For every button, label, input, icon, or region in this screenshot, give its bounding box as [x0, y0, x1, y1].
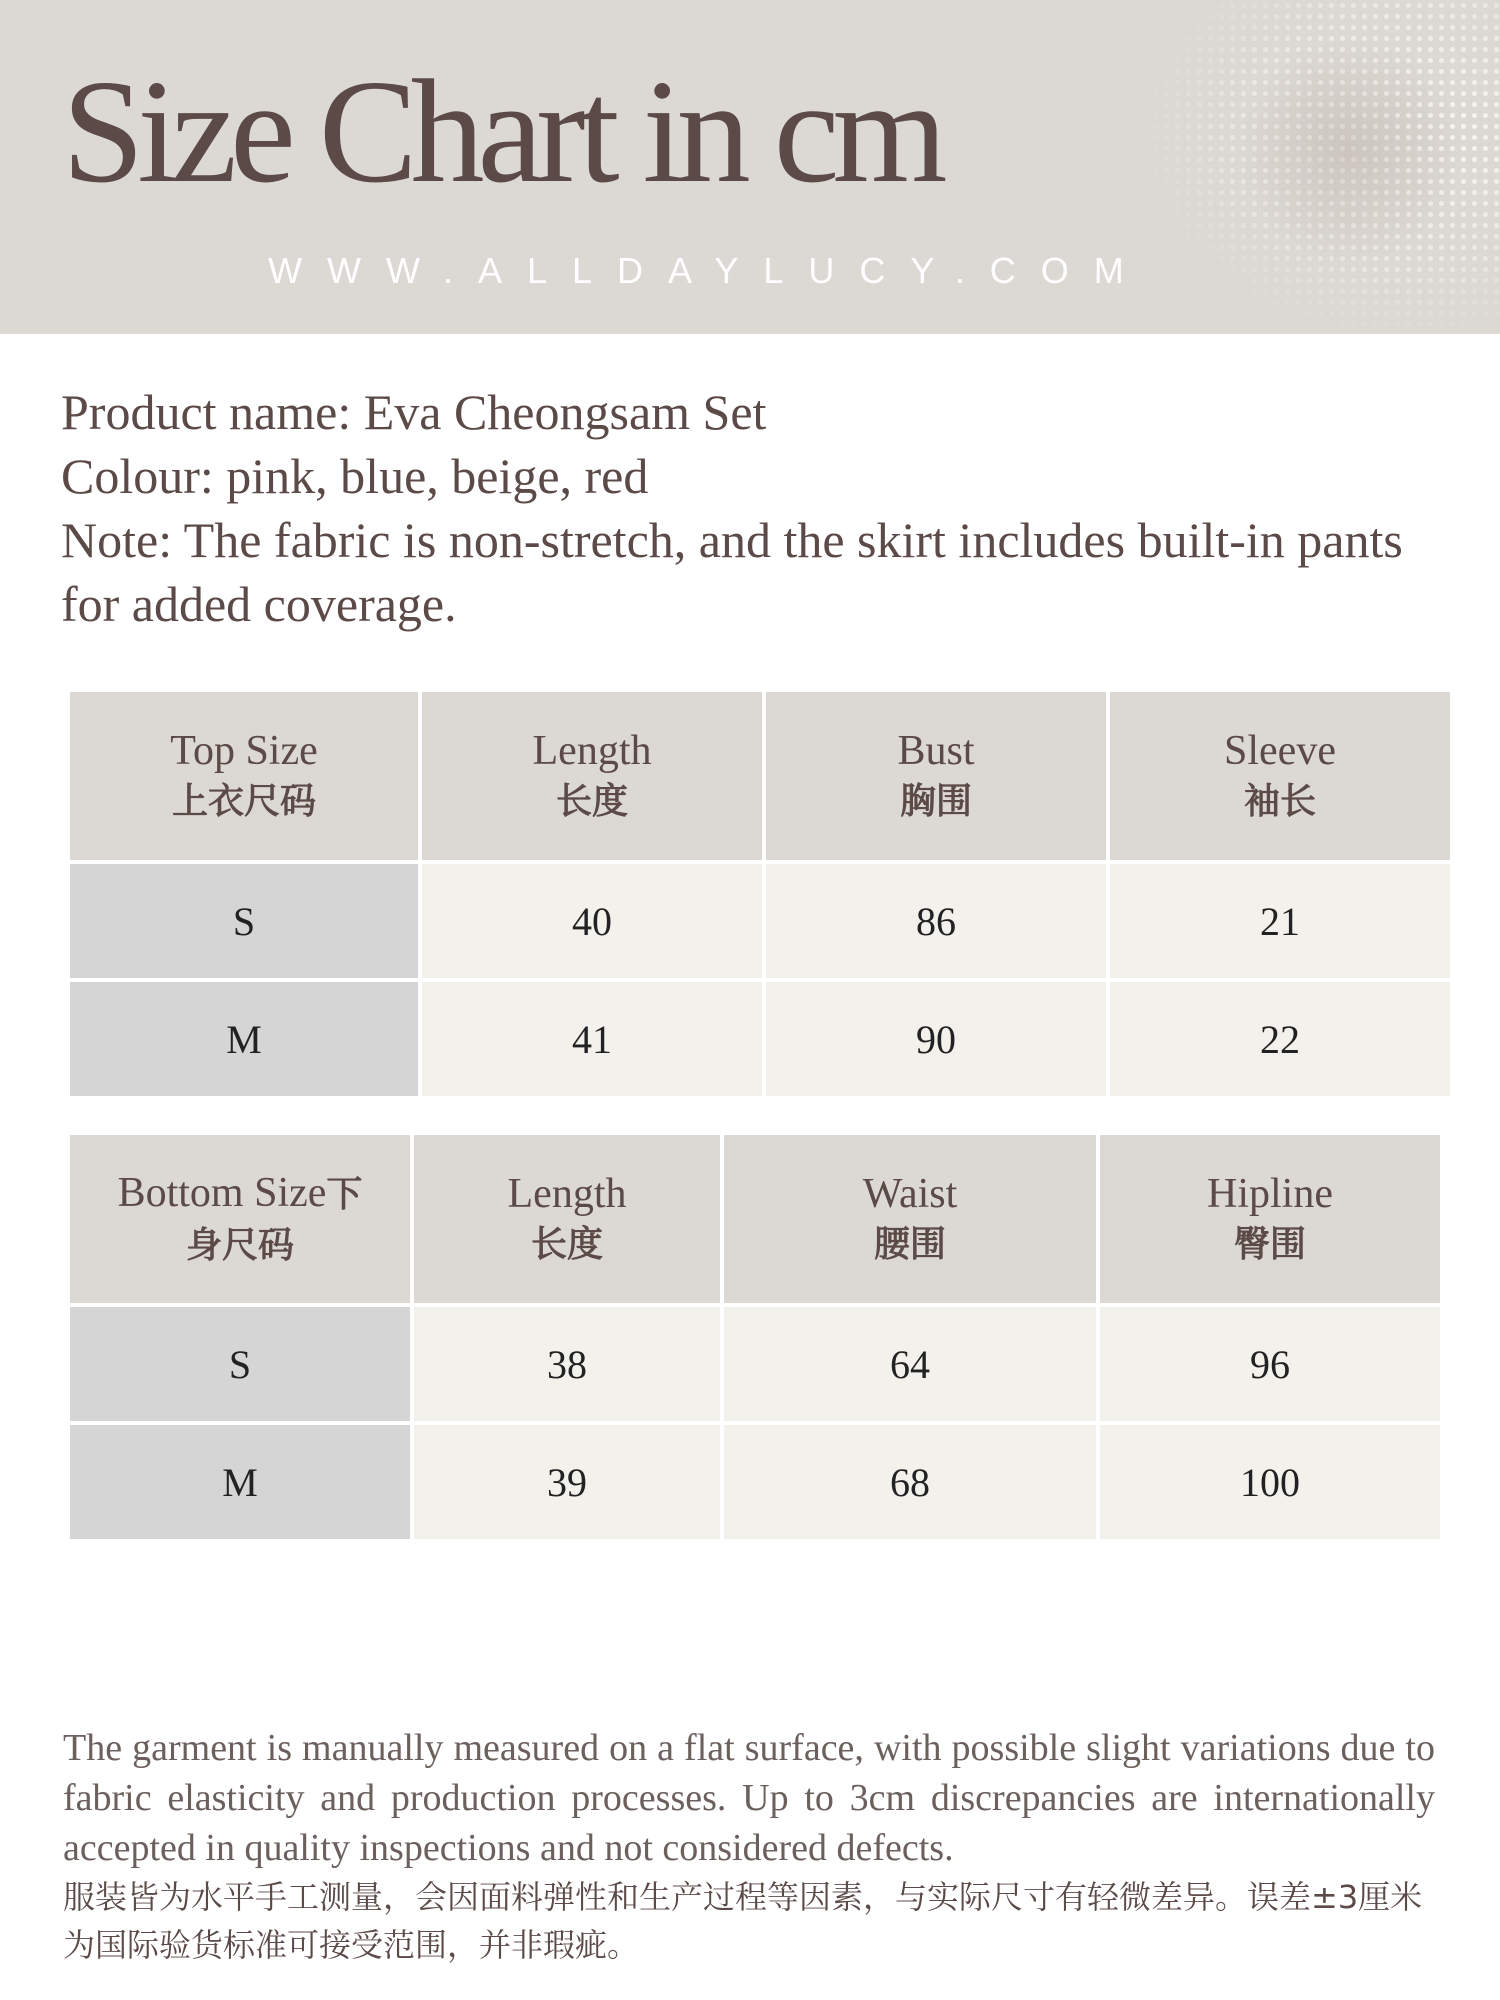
header-label-cn: 上衣尺码: [171, 781, 316, 822]
waist-cell: 64: [724, 1307, 1096, 1421]
header-cell-length: [414, 1135, 720, 1303]
header-cell-bottom-size: [70, 1135, 410, 1303]
header-cell-hipline: [1100, 1135, 1440, 1303]
header-cell-length: [422, 692, 762, 860]
header-label-cn: 长度: [530, 1224, 603, 1265]
header-label-cn: 袖长: [1243, 781, 1316, 822]
header-label-cn: 长度: [555, 781, 628, 822]
length-cell: 41: [422, 982, 762, 1096]
header-label-en: Top Size: [170, 728, 318, 774]
header-label-en: Sleeve: [1224, 728, 1336, 774]
website-url: WWW.ALLDAYLUCY.COM: [268, 250, 1149, 291]
table-row: [70, 1425, 1440, 1539]
header-label-en: Bust: [897, 728, 975, 774]
waist-cell: 68: [724, 1425, 1096, 1539]
header-label-cn-inline: 下: [326, 1174, 363, 1215]
page-title: Size Chart in cm: [62, 50, 941, 214]
header-label-cn: 臀围: [1233, 1224, 1306, 1265]
header-label-cn: 腰围: [873, 1224, 946, 1265]
product-note: Note: The fabric is non-stretch, and the skirt includes built-in pants for added coverage.: [61, 512, 1403, 632]
size-cell: M: [70, 1425, 410, 1539]
header-cell-sleeve: [1110, 692, 1450, 860]
header-label-cn: 胸围: [899, 781, 972, 822]
header-cell-waist: [724, 1135, 1096, 1303]
header-cell-top-size: [70, 692, 418, 860]
measurement-note: [63, 1723, 1435, 1969]
table-header-row: [70, 1135, 1440, 1303]
header-banner: [0, 0, 1500, 334]
product-colours: Colour: pink, blue, beige, red: [61, 448, 649, 504]
size-cell: M: [70, 982, 418, 1096]
header-label-en: Waist: [862, 1171, 958, 1217]
length-cell: 40: [422, 864, 762, 978]
header-label-en: Length: [532, 728, 652, 774]
size-cell: S: [70, 1307, 410, 1421]
table-row: [70, 1307, 1440, 1421]
length-cell: 39: [414, 1425, 720, 1539]
header-label-en: Length: [507, 1171, 627, 1217]
measurement-note-cn: 服装皆为水平手工测量，会因面料弹性和生产过程等因素，与实际尺寸有轻微差异。误差±3厘米为国际验货标准可接受范围，并非瑕疵。: [63, 1878, 1423, 1964]
table-row: [70, 864, 1450, 978]
bust-cell: 90: [766, 982, 1106, 1096]
header-label-en: Hipline: [1207, 1171, 1333, 1217]
size-cell: S: [70, 864, 418, 978]
sleeve-cell: 22: [1110, 982, 1450, 1096]
table-row: [70, 982, 1450, 1096]
top-size-table: [66, 688, 1454, 1100]
bust-cell: 86: [766, 864, 1106, 978]
header-cell-bust: [766, 692, 1106, 860]
measurement-note-en: The garment is manually measured on a flat surface, with possible slight variations due to fabric elasticity and production processes. Up to 3cm discrepancies are internationally accepted in quality inspections and not considered defects.: [63, 1727, 1435, 1869]
bottom-size-table: [66, 1131, 1444, 1543]
product-name: Product name: Eva Cheongsam Set: [61, 384, 767, 440]
header-label-en-text: Bottom Size: [117, 1170, 327, 1216]
product-info: [61, 380, 1451, 636]
header-label-cn: 身尺码: [185, 1225, 294, 1266]
hipline-cell: 100: [1100, 1425, 1440, 1539]
table-header-row: [70, 692, 1450, 860]
hipline-cell: 96: [1100, 1307, 1440, 1421]
halftone-glow: [1230, 40, 1470, 260]
length-cell: 38: [414, 1307, 720, 1421]
sleeve-cell: 21: [1110, 864, 1450, 978]
header-label-en: [118, 1170, 363, 1216]
